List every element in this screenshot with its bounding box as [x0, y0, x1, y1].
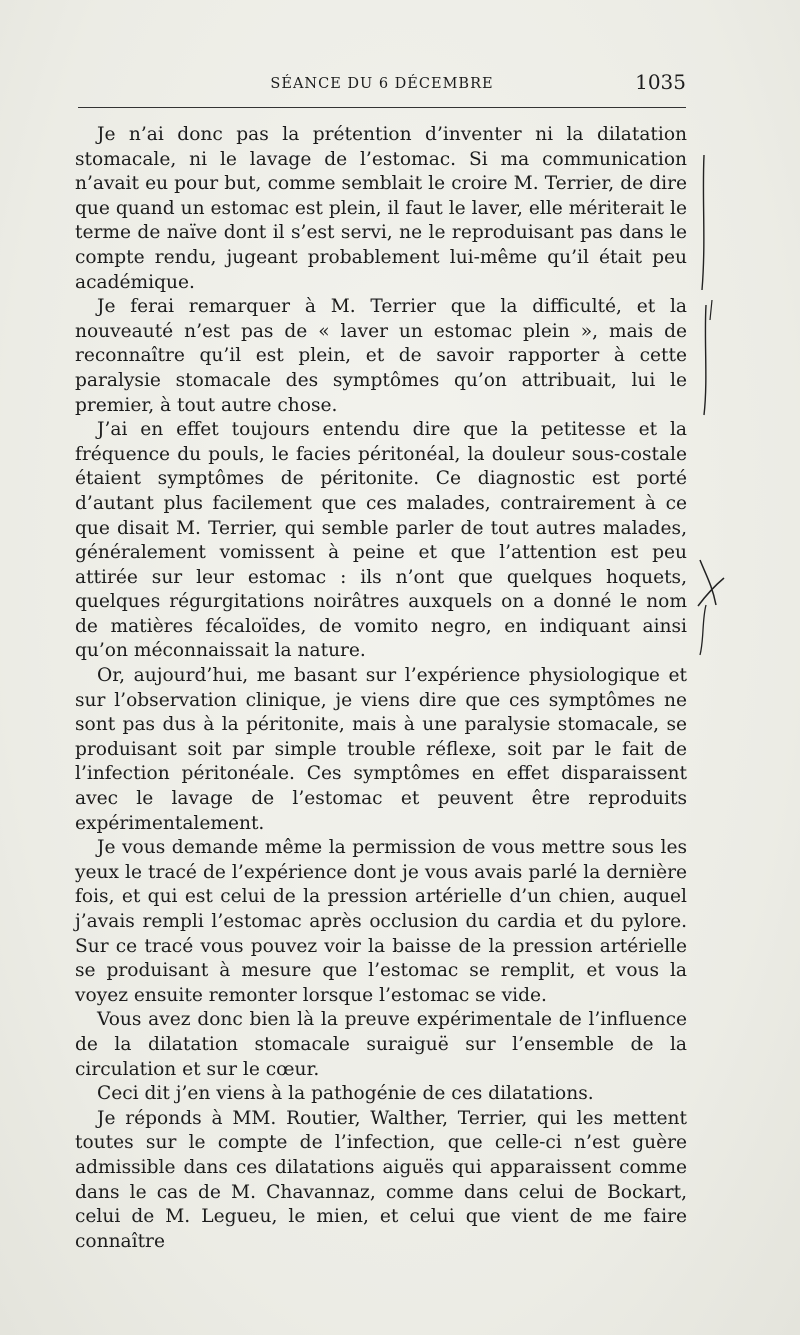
- margin-cross-mark: [698, 560, 724, 606]
- header-rule: [78, 107, 686, 108]
- paragraph: Je vous demande même la permission de vous mettre sous les yeux le tracé de l’expérience dont je vous avais parlé la dernière fois, et qui est celui de la pression artérielle d’un chien, auquel j’avais rempli l’estomac après occlusion du cardia et du pylore. Sur ce tracé vous pouvez voir la baisse de la pression artérielle se produisant à mesure que l’estomac se remplit, et vous la voyez ensuite remonter lorsque l’estomac se vide.: [75, 837, 687, 1006]
- margin-bracket-mark: [704, 305, 706, 415]
- running-header: [78, 70, 686, 100]
- margin-bracket-mark: [710, 300, 712, 320]
- header-title: SÉANCE DU 6 DÉCEMBRE: [270, 76, 494, 92]
- paragraph: J’ai en effet toujours entendu dire que la petitesse et la fréquence du pouls, le facies péritonéal, la douleur sous-costale étaient symptômes de péritonite. Ce diagnostic est porté d’autant plus facilement que ces malades, contrairement à ce que disait M. Terrier, qui semble parler de tout autres malades, généralement vomissent à peine et que l’attention est peu attirée sur leur estomac : ils n’ont que quelques hoquets, quelques régurgitations noirâtres auxquels on a donné le nom de matières fécaloïdes, de vomito negro, en indiquant ainsi qu’on méconnaissait la nature.: [75, 419, 687, 662]
- body-text: [75, 123, 687, 1254]
- paragraph: Ceci dit j’en viens à la pathogénie de ces dilatations.: [97, 1083, 594, 1105]
- page-number: 1035: [635, 70, 686, 94]
- paragraph: Or, aujourd’hui, me basant sur l’expérience physiologique et sur l’observation clinique, je viens dire que ces symptômes ne sont pas dus à la péritonite, mais à une paralysie stomacale, se produisant soit par simple trouble réflexe, soit par le fait de l’infection péritonéale. Ces symptômes en effet disparaissent avec le lavage de l’estomac et peuvent être reproduits expérimentalement.: [75, 665, 687, 834]
- paragraph: Je n’ai donc pas la prétention d’inventer ni la dilatation stomacale, ni le lavage de l’estomac. Si ma communication n’avait eu pour but, comme semblait le croire M. Terrier, de dire que quand un estomac est plein, il faut le laver, elle mériterait le terme de naïve dont il s’est servi, ne le reproduisant pas dans le compte rendu, jugeant probablement lui-même qu’il était peu académique.: [75, 124, 687, 293]
- margin-bracket-mark: [702, 155, 704, 290]
- paragraph: Vous avez donc bien là la preuve expérimentale de l’influence de la dilatation stomacale suraiguë sur l’ensemble de la circulation et sur le cœur.: [75, 1009, 687, 1080]
- margin-bracket-mark: [700, 605, 706, 655]
- paragraph: Je ferai remarquer à M. Terrier que la difficulté, et la nouveauté n’est pas de « laver un estomac plein », mais de reconnaître qu’il est plein, et de savoir rapporter à cette paralysie stomacale des symptômes qu’on attribuait, lui le premier, à tout autre chose.: [75, 296, 687, 416]
- paragraph: Je réponds à MM. Routier, Walther, Terrier, qui les mettent toutes sur le compte de l’infection, que celle-ci n’est guère admissible dans ces dilatations aiguës qui apparaissent comme dans le cas de M. Chavannaz, comme dans celui de Bockart, celui de M. Legueu, le mien, et celui que vient de me faire connaître: [75, 1107, 687, 1252]
